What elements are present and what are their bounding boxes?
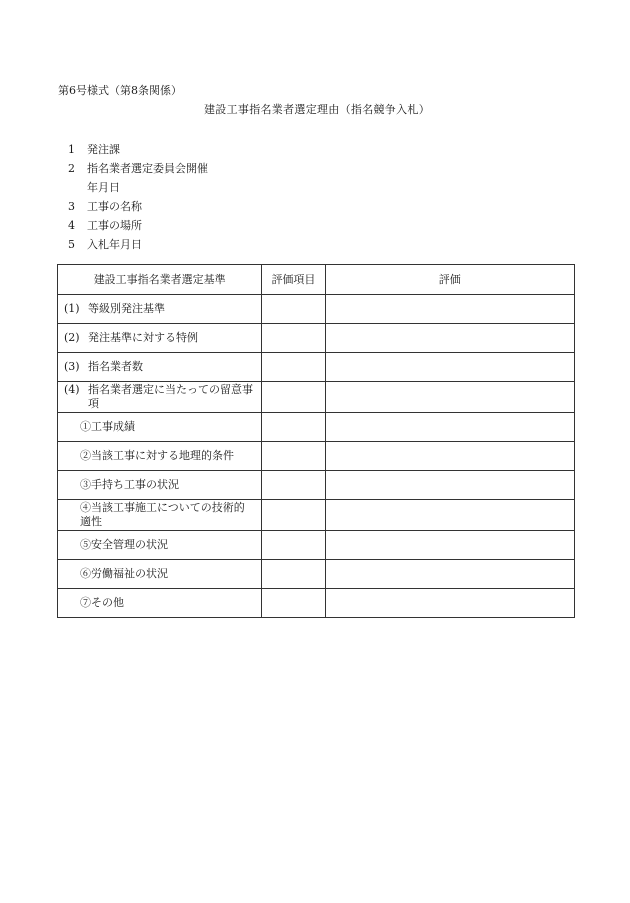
- evaluation-item-cell[interactable]: [262, 471, 325, 500]
- evaluation-item-cell[interactable]: [262, 295, 325, 324]
- table-row: [58, 442, 575, 471]
- evaluation-item-cell[interactable]: [262, 324, 325, 353]
- row-label: 等級別発注基準: [88, 302, 165, 315]
- evaluation-cell[interactable]: [325, 295, 575, 324]
- criteria-cell: [58, 500, 262, 531]
- criteria-cell: [58, 295, 262, 324]
- evaluation-item-cell[interactable]: [262, 413, 325, 442]
- evaluation-item-cell[interactable]: [262, 500, 325, 531]
- criteria-cell: [58, 589, 262, 618]
- evaluation-cell[interactable]: [325, 324, 575, 353]
- item-number: [68, 178, 87, 197]
- row-label: ⑥労働福祉の状況: [80, 567, 168, 580]
- evaluation-cell[interactable]: [325, 382, 575, 413]
- criteria-cell: [58, 471, 262, 500]
- row-label: ③手持ち工事の状況: [80, 478, 179, 491]
- form-number: 第6号様式（第8条関係）: [58, 84, 182, 97]
- row-label: ①工事成績: [80, 420, 135, 433]
- evaluation-item-cell[interactable]: [262, 531, 325, 560]
- item-label: 指名業者選定委員会開催: [87, 162, 208, 175]
- table-header-row: [58, 265, 575, 295]
- row-label: ⑤安全管理の状況: [80, 538, 168, 551]
- item-project-location: [68, 216, 208, 235]
- evaluation-cell[interactable]: [325, 531, 575, 560]
- item-number: 3: [68, 200, 75, 213]
- table-row: [58, 324, 575, 353]
- evaluation-cell[interactable]: [325, 353, 575, 382]
- item-committee-date: [68, 178, 208, 197]
- evaluation-cell[interactable]: [325, 589, 575, 618]
- row-label: 発注基準に対する特例: [88, 331, 198, 344]
- item-number: 1: [68, 143, 75, 156]
- row-label: 指名業者数: [88, 360, 143, 373]
- item-number: 5: [68, 238, 75, 251]
- criteria-cell: [58, 413, 262, 442]
- item-list: [68, 140, 208, 254]
- item-number: 2: [68, 162, 75, 175]
- criteria-cell: [58, 353, 262, 382]
- row-label: 指名業者選定に当たっての留意事項: [88, 383, 253, 410]
- criteria-cell: [58, 324, 262, 353]
- table-row: [58, 531, 575, 560]
- table-row: [58, 471, 575, 500]
- criteria-cell: [58, 442, 262, 471]
- row-label: ②当該工事に対する地理的条件: [80, 449, 234, 462]
- selection-criteria-table: [57, 264, 575, 618]
- table-row: [58, 413, 575, 442]
- item-label: 入札年月日: [87, 238, 142, 251]
- item-project-name: [68, 197, 208, 216]
- row-number: (1): [64, 302, 80, 315]
- evaluation-item-cell[interactable]: [262, 353, 325, 382]
- item-bid-date: [68, 235, 208, 254]
- item-committee: [68, 159, 208, 178]
- item-department: [68, 140, 208, 159]
- item-label: 年月日: [87, 181, 120, 194]
- evaluation-item-cell[interactable]: [262, 382, 325, 413]
- header-evaluation: 評価: [325, 265, 575, 295]
- evaluation-cell[interactable]: [325, 560, 575, 589]
- header-criteria: 建設工事指名業者選定基準: [58, 265, 262, 295]
- row-label: ④当該工事施工についての技術的適性: [80, 501, 245, 528]
- evaluation-item-cell[interactable]: [262, 442, 325, 471]
- evaluation-cell[interactable]: [325, 471, 575, 500]
- table-row: [58, 500, 575, 531]
- table-row: [58, 560, 575, 589]
- table-row: [58, 295, 575, 324]
- evaluation-cell[interactable]: [325, 442, 575, 471]
- criteria-cell: [58, 382, 262, 413]
- item-label: 発注課: [87, 143, 120, 156]
- row-number: (2): [64, 331, 80, 344]
- criteria-cell: [58, 531, 262, 560]
- document-title: 建設工事指名業者選定理由（指名競争入札）: [204, 103, 430, 116]
- evaluation-item-cell[interactable]: [262, 560, 325, 589]
- evaluation-cell[interactable]: [325, 413, 575, 442]
- evaluation-item-cell[interactable]: [262, 589, 325, 618]
- table-row: [58, 382, 575, 413]
- evaluation-cell[interactable]: [325, 500, 575, 531]
- table-row: [58, 353, 575, 382]
- item-label: 工事の名称: [87, 200, 142, 213]
- row-number: (3): [64, 360, 80, 373]
- row-label: ⑦その他: [80, 596, 124, 609]
- header-evaluation-item: 評価項目: [262, 265, 325, 295]
- table-row: [58, 589, 575, 618]
- item-number: 4: [68, 219, 75, 232]
- item-label: 工事の場所: [87, 219, 142, 232]
- criteria-cell: [58, 560, 262, 589]
- row-number: (4): [64, 383, 80, 396]
